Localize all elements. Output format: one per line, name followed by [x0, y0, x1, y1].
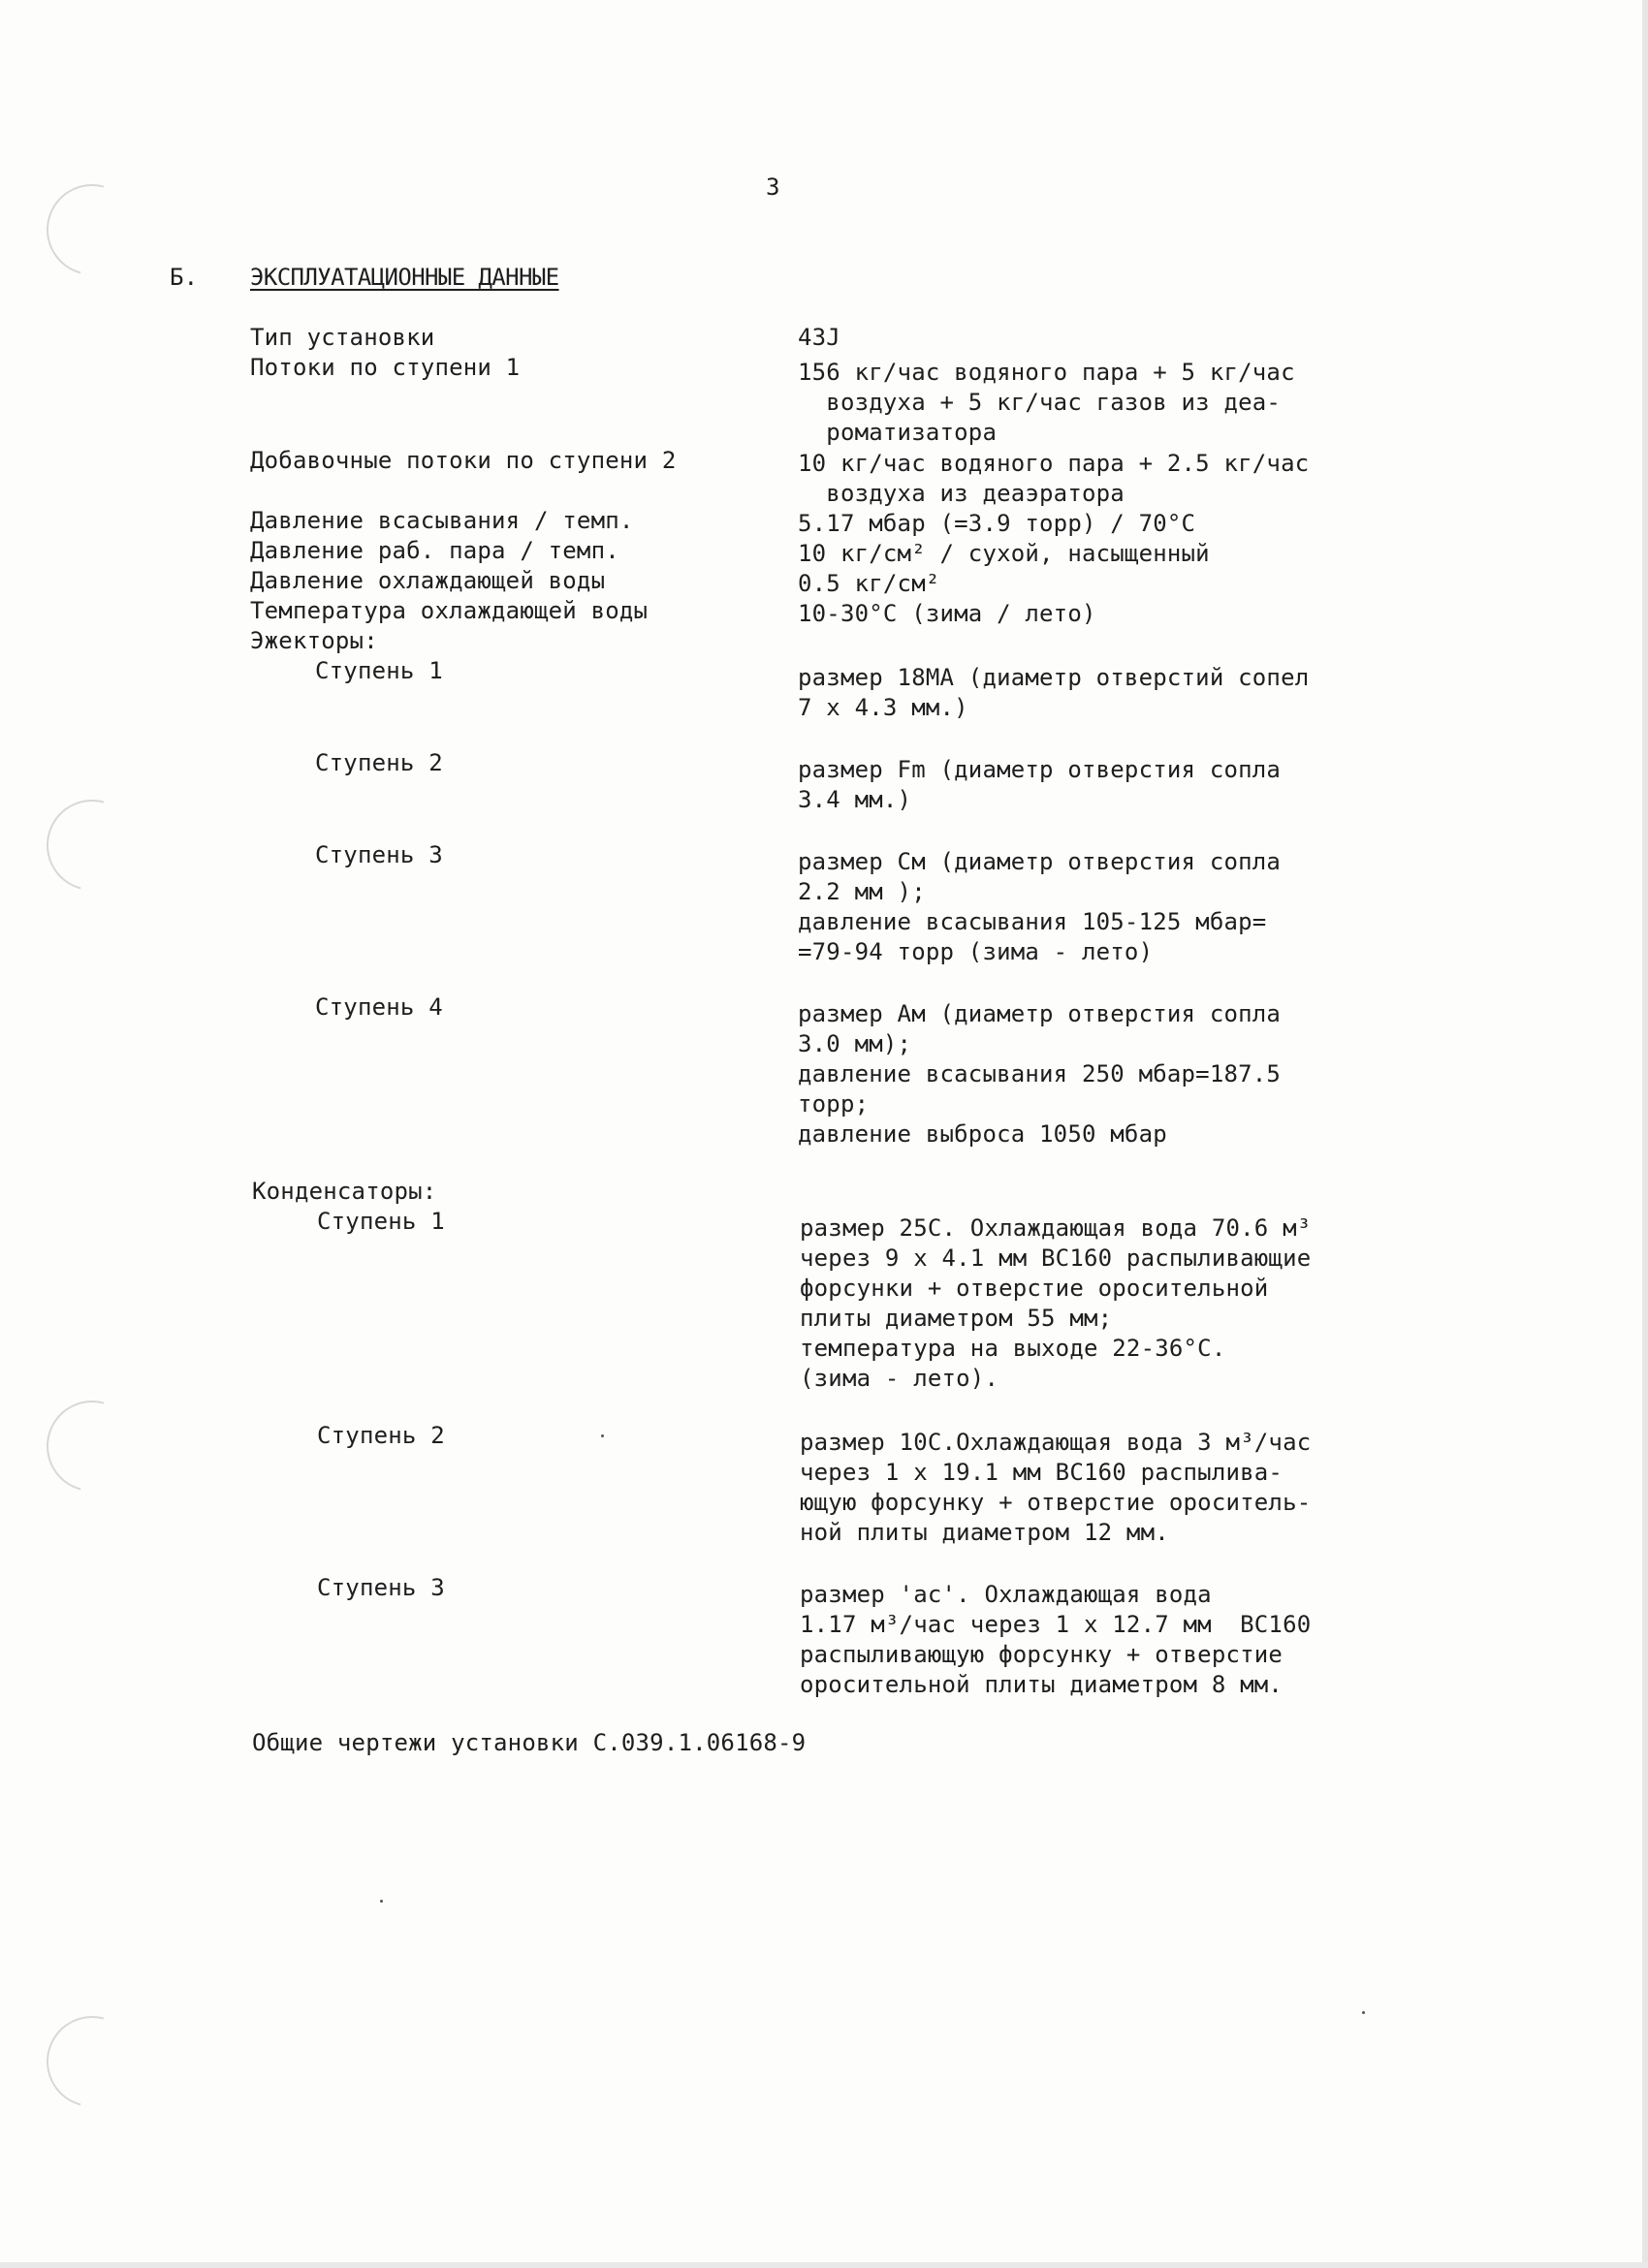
punch-hole-mark [30, 2000, 154, 2124]
scan-speck [601, 1434, 604, 1437]
condensers-heading: Конденсаторы: [252, 1178, 437, 1205]
punch-hole-mark [30, 783, 154, 907]
paper-edge-bottom [0, 2262, 1648, 2268]
ejector-stage-label: Ступень 2 [315, 749, 443, 776]
punch-hole-mark [30, 1384, 154, 1508]
ejector-stage-label: Ступень 1 [315, 657, 443, 684]
param-label: Давление охлаждающей воды [250, 567, 606, 594]
condenser-stage-value: размер 10С.Охлаждающая вода 3 м³/час через 1 х 19.1 мм ВС160 распылива- ющую форсунку + отверстие ороситель- ной плиты диаметром 12 мм. [800, 1429, 1312, 1546]
param-label: Давление раб. пара / темп. [250, 537, 619, 564]
paper-edge-right [1642, 0, 1648, 2268]
param-label: Температура охлаждающей воды [250, 597, 649, 624]
param-label: Потоки по ступени 1 [250, 354, 521, 381]
param-value: 10 кг/час водяного пара + 2.5 кг/час воздуха из деаэратора [798, 450, 1310, 507]
param-label: Давление всасывания / темп. [250, 507, 634, 534]
ejector-stage-value: размер См (диаметр отверстия сопла 2.2 мм ); давление всасывания 105-125 мбар= =79-94 торр (зима - лето) [798, 848, 1282, 965]
ejectors-heading: Эжекторы: [250, 627, 378, 654]
ejector-stage-value: размер Fm (диаметр отверстия сопла 3.4 мм.) [798, 756, 1282, 813]
param-label: Добавочные потоки по ступени 2 [250, 447, 677, 474]
ejector-stage-label: Ступень 3 [315, 841, 443, 868]
punch-hole-mark [30, 168, 154, 292]
condenser-stage-label: Ступень 1 [317, 1208, 445, 1235]
scan-speck [1362, 2011, 1365, 2014]
section-marker: Б. [170, 264, 199, 291]
page-number: 3 [766, 173, 780, 201]
param-value: 10 кг/см² / сухой, насыщенный [798, 540, 1210, 567]
condenser-stage-value: размер 'ас'. Охлаждающая вода 1.17 м³/час через 1 х 12.7 мм ВС160 распыливающую форсунку + отверстие оросительной плиты диаметром 8 мм. [800, 1581, 1312, 1698]
section-title: ЭКСПЛУАТАЦИОННЫЕ ДАННЫЕ [250, 264, 559, 291]
param-value: 10-30°C (зима / лето) [798, 600, 1096, 627]
condenser-stage-label: Ступень 2 [317, 1422, 445, 1449]
param-label: Тип установки [250, 324, 435, 351]
condenser-stage-label: Ступень 3 [317, 1574, 445, 1601]
param-value: 43J [798, 324, 840, 351]
param-value: 5.17 мбар (=3.9 торр) / 70°C [798, 510, 1196, 537]
ejector-stage-label: Ступень 4 [315, 993, 443, 1021]
param-value: 0.5 кг/см² [798, 570, 940, 597]
ejector-stage-value: размер 18MA (диаметр отверстий сопел 7 x 4.3 мм.) [798, 664, 1310, 721]
param-value: 156 кг/час водяного пара + 5 кг/час воздуха + 5 кг/час газов из деа- роматизатора [798, 359, 1295, 446]
condenser-stage-value: размер 25С. Охлаждающая вода 70.6 м³ через 9 х 4.1 мм ВС160 распыливающие форсунки + отверстие оросительной плиты диаметром 55 мм; температура на выходе 22-36°С. (зима - лето). [800, 1214, 1312, 1392]
scan-speck [380, 1900, 383, 1903]
ejector-stage-value: размер Ам (диаметр отверстия сопла 3.0 мм); давление всасывания 250 мбар=187.5 торр; давление выброса 1050 мбар [798, 1000, 1282, 1148]
footer-note: Общие чертежи установки С.039.1.06168-9 [252, 1729, 807, 1756]
